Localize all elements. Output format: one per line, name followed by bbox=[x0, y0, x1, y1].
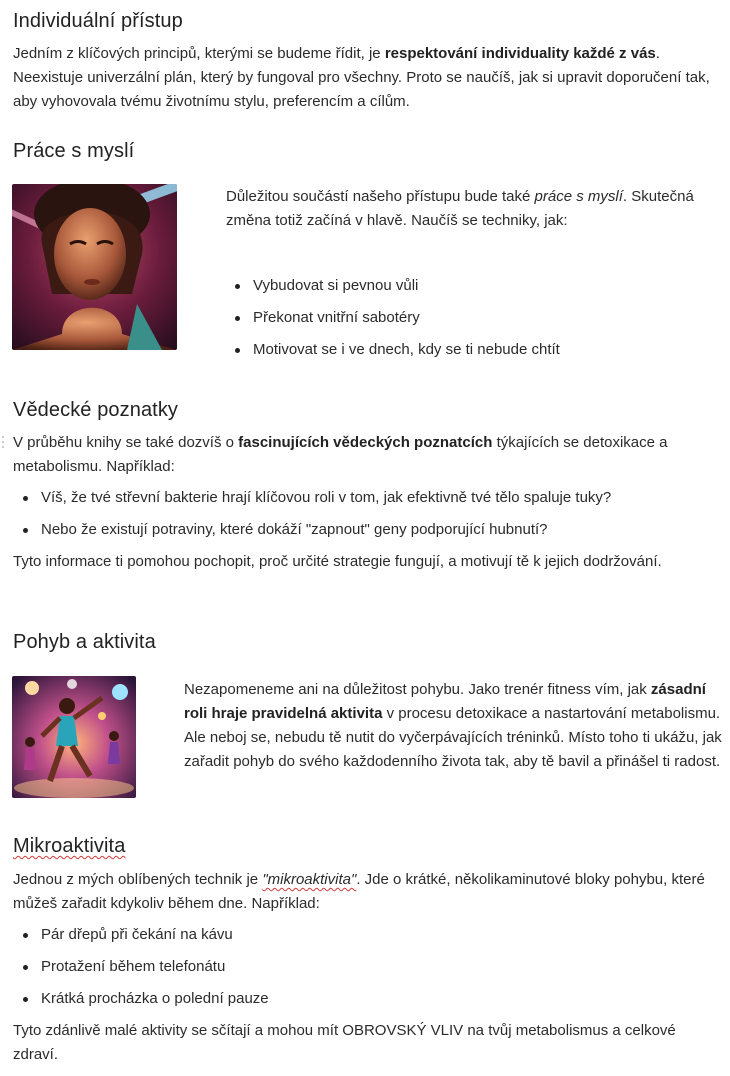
paragraph-mikroaktivita bbox=[13, 868, 725, 916]
list-item-text: Překonat vnitřní sabotéry bbox=[253, 309, 420, 326]
heading-vedecke-poznatky: Vědecké poznatky bbox=[13, 399, 179, 421]
text: týkajících se detoxikace a metabolismu. Například: bbox=[13, 434, 668, 475]
list-mikroaktivita bbox=[21, 923, 621, 1011]
paragraph-pohyb-a-aktivita bbox=[184, 678, 722, 774]
heading-individualni-pristup: Individuální přístup bbox=[13, 10, 183, 32]
list-item-text: Protažení během telefonátu bbox=[41, 958, 226, 975]
bold-text: fascinujících vědeckých poznatcích bbox=[238, 434, 493, 451]
italic-text: "mikroaktivita" bbox=[262, 871, 357, 888]
list-item-text: Motivovat se i ve dnech, kdy se ti nebude chtít bbox=[253, 341, 560, 358]
drag-handle-icon[interactable] bbox=[2, 436, 6, 448]
list-item-text: Krátká procházka o polední pauze bbox=[41, 990, 269, 1007]
list-item bbox=[21, 955, 621, 979]
list-item bbox=[21, 518, 721, 542]
list-item bbox=[233, 338, 713, 362]
heading-pohyb-a-aktivita: Pohyb a aktivita bbox=[13, 631, 156, 653]
paragraph-vedecke-poznatky bbox=[13, 431, 718, 479]
list-item bbox=[21, 987, 621, 1011]
list-item bbox=[233, 306, 713, 330]
list-item-text: Víš, že tvé střevní bakterie hrají klíčovou roli v tom, jak efektivně tvé tělo spaluje tuky? bbox=[41, 489, 612, 506]
paragraph-prace-s-mysli bbox=[226, 185, 720, 233]
text: . Neexistuje univerzální plán, který by fungoval pro všechny. Proto se naučíš, jak si upravit doporučení tak, aby vyhovovala tvému životnímu stylu, preferencím a cílům. bbox=[13, 45, 710, 110]
bold-text: respektování individuality každé z vás bbox=[384, 45, 656, 62]
bold-text: zásadní roli hraje pravidelná aktivita bbox=[184, 681, 706, 722]
heading-prace-s-mysli: Práce s myslí bbox=[13, 140, 135, 162]
dance-fitness-image bbox=[12, 676, 136, 798]
text: . Jde o krátké, několikaminutové bloky pohybu, které můžeš zařadit kdykoliv během dne. Například: bbox=[13, 871, 705, 912]
heading-text: Mikroaktivita bbox=[13, 835, 126, 857]
closing-vedecke-poznatky: Tyto informace ti pomohou pochopit, proč určité strategie fungují, a motivují tě k jejich dodržování. bbox=[13, 553, 662, 570]
list-item-text: Pár dřepů při čekání na kávu bbox=[41, 926, 233, 943]
text: . Skutečná změna totiž začíná v hlavě. Naučíš se techniky, jak: bbox=[226, 188, 694, 229]
list-item bbox=[233, 274, 713, 298]
list-vedecke-poznatky bbox=[21, 486, 721, 542]
text: Nezapomeneme ani na důležitost pohybu. Jako trenér fitness vím, jak bbox=[184, 681, 651, 698]
paragraph-individualni-pristup bbox=[13, 42, 718, 114]
text: Jedním z klíčových principů, kterými se budeme řídit, je bbox=[13, 45, 385, 62]
italic-text: práce s myslí bbox=[534, 188, 623, 205]
list-item-text: Nebo že existují potraviny, které dokáží "zapnout" geny podporující hubnutí? bbox=[41, 521, 548, 538]
woman-workout-image bbox=[12, 184, 177, 350]
list-item-text: Vybudovat si pevnou vůli bbox=[253, 277, 419, 294]
text: v procesu detoxikace a nastartování metabolismu. Ale neboj se, nebudu tě nutit do vyčerpávajících tréninků. Místo toho ti ukážu, jak zařadit pohyb do svého každodenního života tak, aby tě bavil a přinášel ti radost. bbox=[184, 705, 722, 770]
heading-mikroaktivita bbox=[13, 835, 125, 858]
list-prace-s-mysli bbox=[233, 274, 713, 362]
text: V průběhu knihy se také dozvíš o bbox=[13, 434, 239, 451]
closing-mikroaktivita: Tyto zdánlivě malé aktivity se sčítají a mohou mít OBROVSKÝ VLIV na tvůj metabolismus a celkové zdraví. bbox=[13, 1022, 676, 1063]
text: Jednou z mých oblíbených technik je bbox=[13, 871, 263, 888]
text: Důležitou součástí našeho přístupu bude také bbox=[226, 188, 535, 205]
list-item bbox=[21, 923, 621, 947]
list-item bbox=[21, 486, 721, 510]
